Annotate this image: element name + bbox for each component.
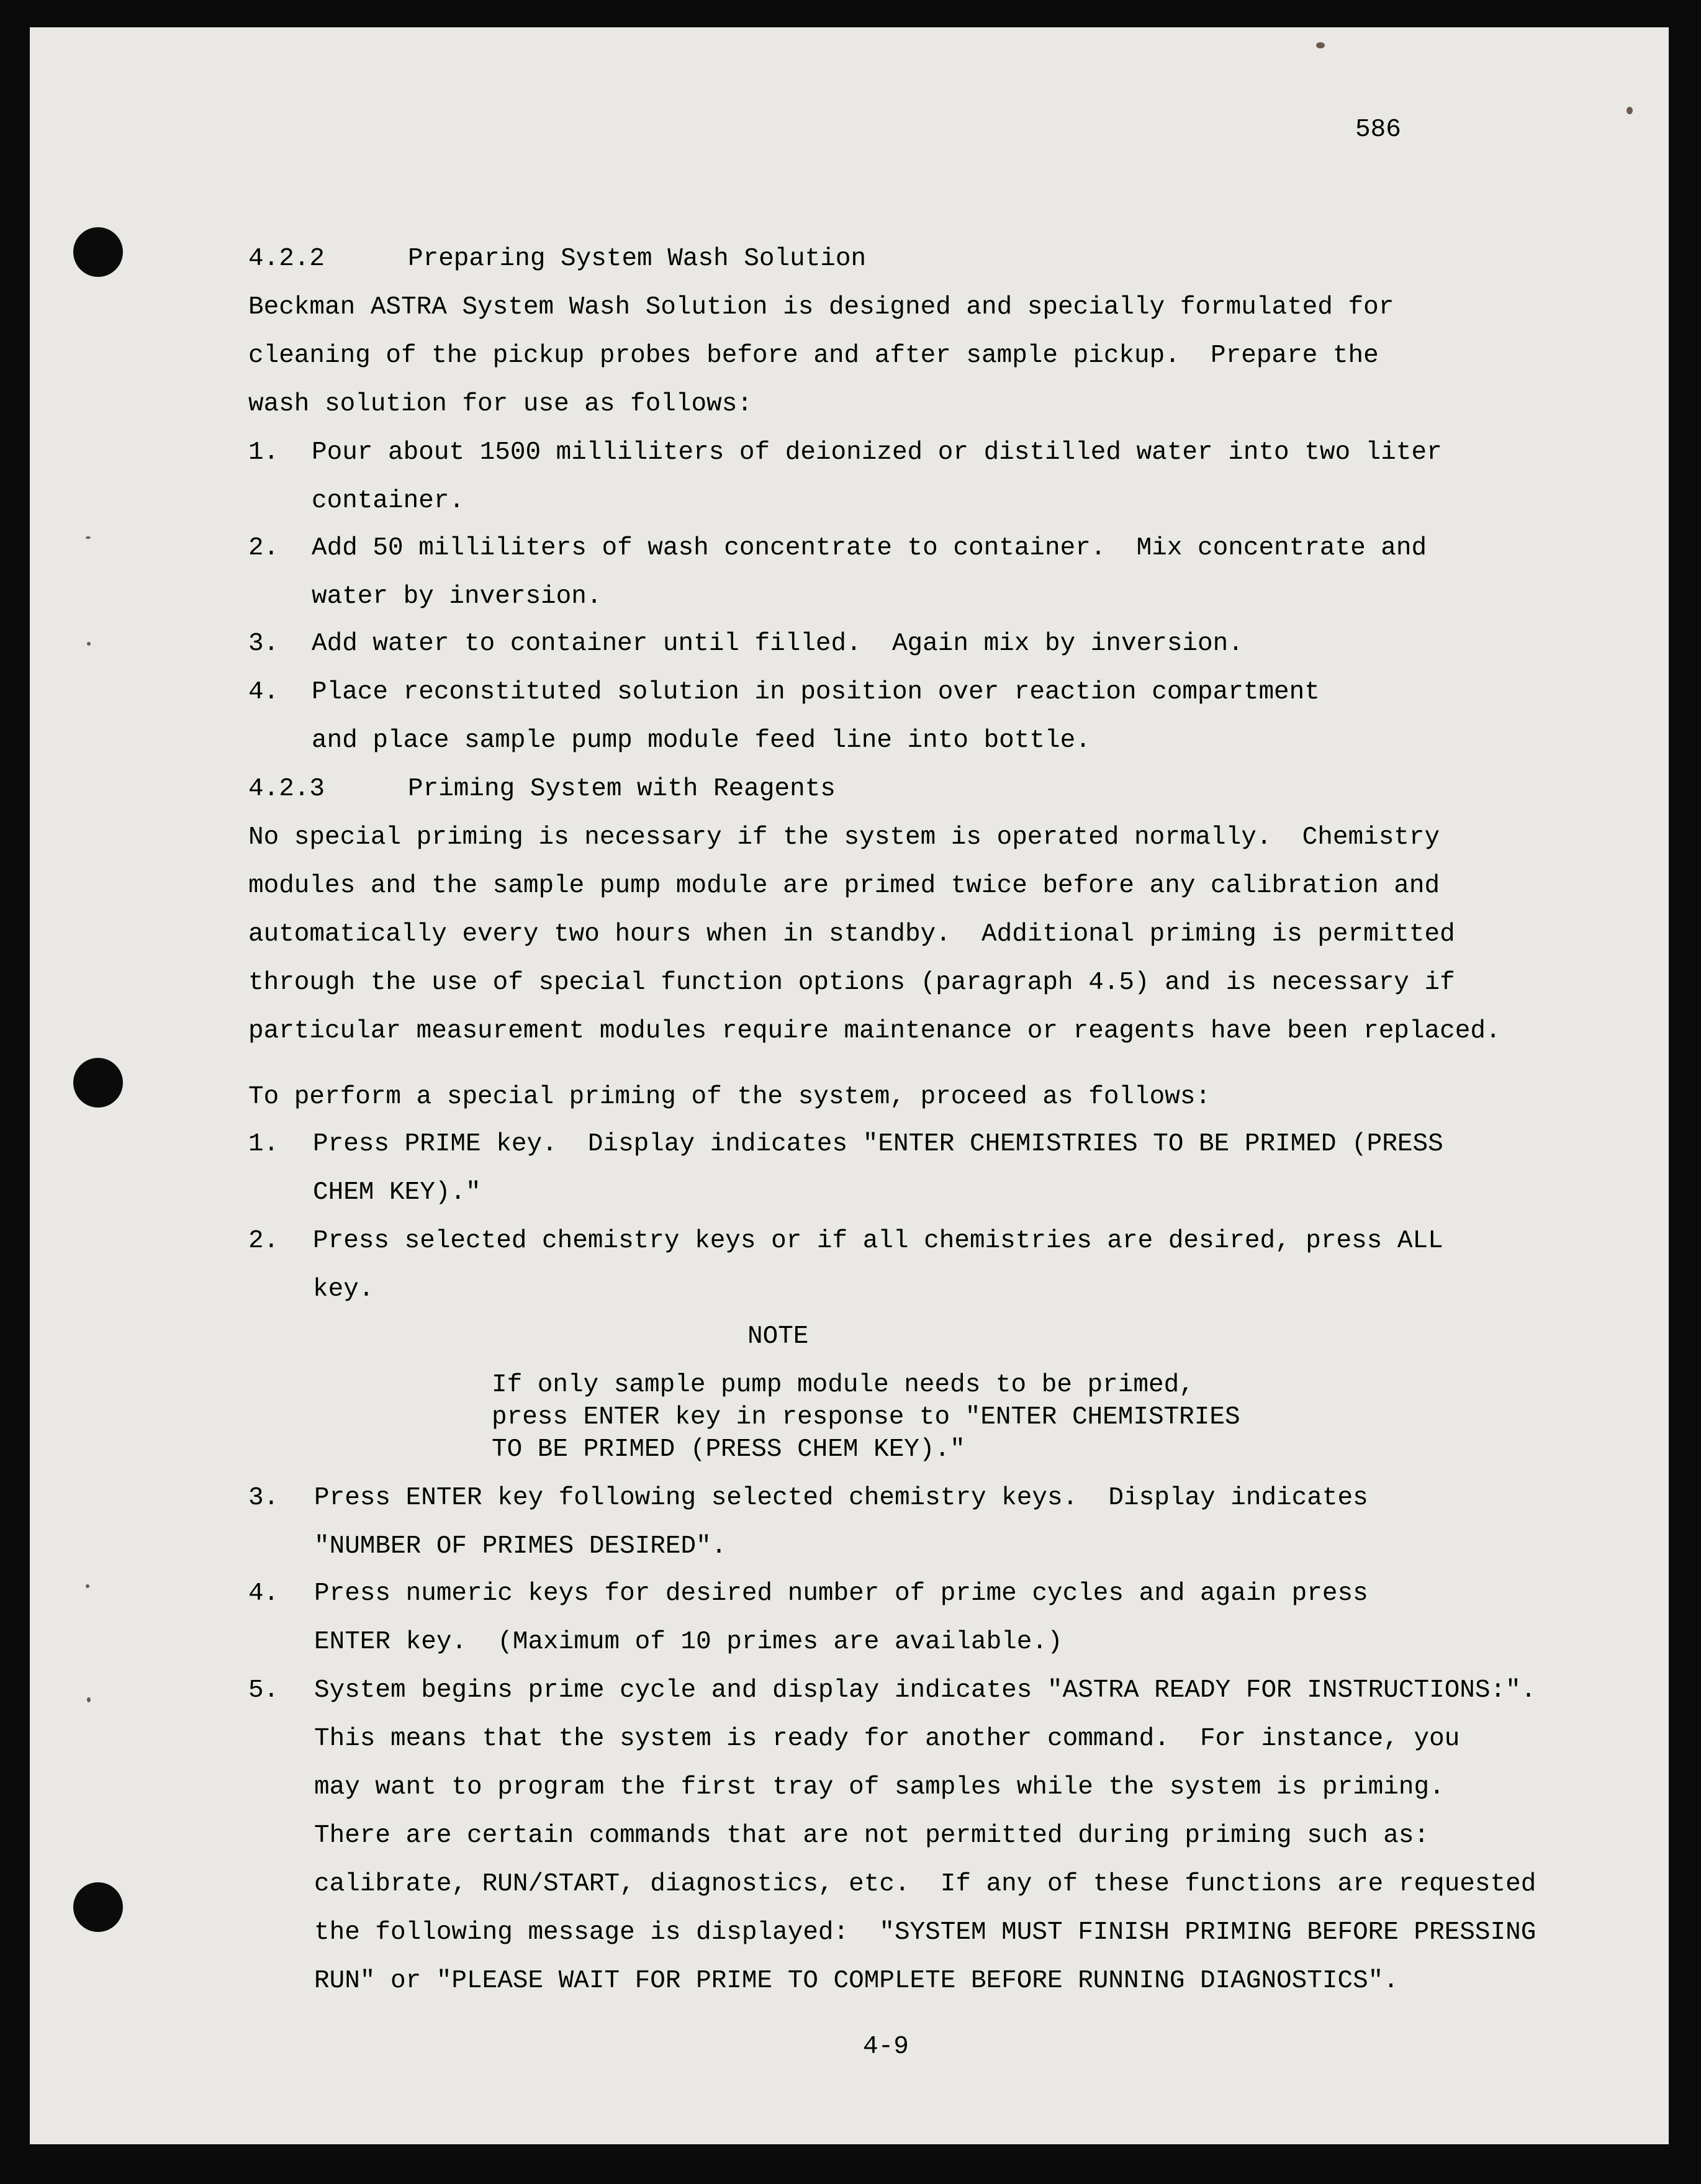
step-line: This means that the system is ready for another command. For instance, you <box>314 1725 1460 1753</box>
step-line: Pour about 1500 milliliters of deionized or distilled water into two liter <box>312 438 1442 467</box>
step-number: 5. <box>248 1676 279 1705</box>
binder-hole-middle <box>73 1058 123 1108</box>
step-number: 4. <box>248 678 279 706</box>
note-line: TO BE PRIMED (PRESS CHEM KEY)." <box>492 1435 965 1464</box>
step-line: "NUMBER OF PRIMES DESIRED". <box>314 1532 727 1561</box>
step-line: and place sample pump module feed line into bottle. <box>312 726 1091 755</box>
section-number: 4.2.2 <box>248 245 325 273</box>
step-number: 2. <box>248 1227 279 1255</box>
page-number: 586 <box>1355 115 1401 144</box>
paragraph-line: Beckman ASTRA System Wash Solution is designed and specially formulated for <box>248 293 1394 322</box>
step-line: Add 50 milliliters of wash concentrate to container. Mix concentrate and <box>312 534 1427 562</box>
step-line: container. <box>312 487 465 515</box>
step-number: 2. <box>248 534 279 562</box>
step-number: 1. <box>248 438 279 467</box>
step-number: 3. <box>248 1484 279 1512</box>
binder-hole-bottom <box>73 1882 123 1932</box>
paragraph-line: No special priming is necessary if the system is operated normally. Chemistry <box>248 823 1440 852</box>
step-line: Press selected chemistry keys or if all chemistries are desired, press ALL <box>313 1227 1443 1255</box>
step-line: There are certain commands that are not permitted during priming such as: <box>314 1821 1430 1850</box>
paragraph-line: through the use of special function options (paragraph 4.5) and is necessary if <box>248 968 1455 997</box>
step-line: water by inversion. <box>312 582 602 611</box>
paragraph-line: modules and the sample pump module are primed twice before any calibration and <box>248 872 1440 900</box>
section-number: 4.2.3 <box>248 775 325 803</box>
step-line: the following message is displayed: "SYSTEM MUST FINISH PRIMING BEFORE PRESSING <box>314 1918 1536 1947</box>
step-line: ENTER key. (Maximum of 10 primes are available.) <box>314 1628 1063 1656</box>
step-line: CHEM KEY)." <box>313 1178 481 1207</box>
step-line: RUN" or "PLEASE WAIT FOR PRIME TO COMPLETE BEFORE RUNNING DIAGNOSTICS". <box>314 1967 1399 1995</box>
step-number: 1. <box>248 1130 279 1158</box>
step-line: Press numeric keys for desired number of prime cycles and again press <box>314 1579 1368 1608</box>
step-line: calibrate, RUN/START, diagnostics, etc. If any of these functions are requested <box>314 1870 1536 1898</box>
step-line: may want to program the first tray of samples while the system is priming. <box>314 1773 1445 1802</box>
note-line: If only sample pump module needs to be primed, <box>492 1371 1194 1399</box>
paper-speck <box>1316 42 1325 48</box>
section-heading: Preparing System Wash Solution <box>408 245 867 273</box>
step-line: Press ENTER key following selected chemistry keys. Display indicates <box>314 1484 1368 1512</box>
step-line: Place reconstituted solution in position over reaction compartment <box>312 678 1320 706</box>
paragraph-line: wash solution for use as follows: <box>248 390 752 418</box>
paper-speck <box>86 536 91 539</box>
paragraph-line: particular measurement modules require maintenance or reagents have been replaced. <box>248 1017 1501 1045</box>
paper-speck <box>87 642 91 646</box>
paragraph-line: cleaning of the pickup probes before and after sample pickup. Prepare the <box>248 341 1379 370</box>
step-number: 3. <box>248 629 279 658</box>
paper-speck <box>87 1697 91 1702</box>
binder-hole-top <box>73 227 123 277</box>
paragraph-line: To perform a special priming of the system, proceed as follows: <box>248 1083 1211 1111</box>
note-heading: NOTE <box>747 1322 809 1351</box>
paragraph-line: automatically every two hours when in standby. Additional priming is permitted <box>248 920 1455 949</box>
step-line: System begins prime cycle and display indicates "ASTRA READY FOR INSTRUCTIONS:". <box>314 1676 1536 1705</box>
section-heading: Priming System with Reagents <box>408 775 836 803</box>
step-line: Add water to container until filled. Again mix by inversion. <box>312 629 1243 658</box>
footer-page-number: 4-9 <box>863 2033 909 2061</box>
step-line: key. <box>313 1275 374 1304</box>
step-number: 4. <box>248 1579 279 1608</box>
paper-speck <box>86 1584 89 1588</box>
note-line: press ENTER key in response to "ENTER CHEMISTRIES <box>492 1403 1240 1432</box>
paper-speck <box>1627 107 1633 114</box>
step-line: Press PRIME key. Display indicates "ENTER CHEMISTRIES TO BE PRIMED (PRESS <box>313 1130 1443 1158</box>
